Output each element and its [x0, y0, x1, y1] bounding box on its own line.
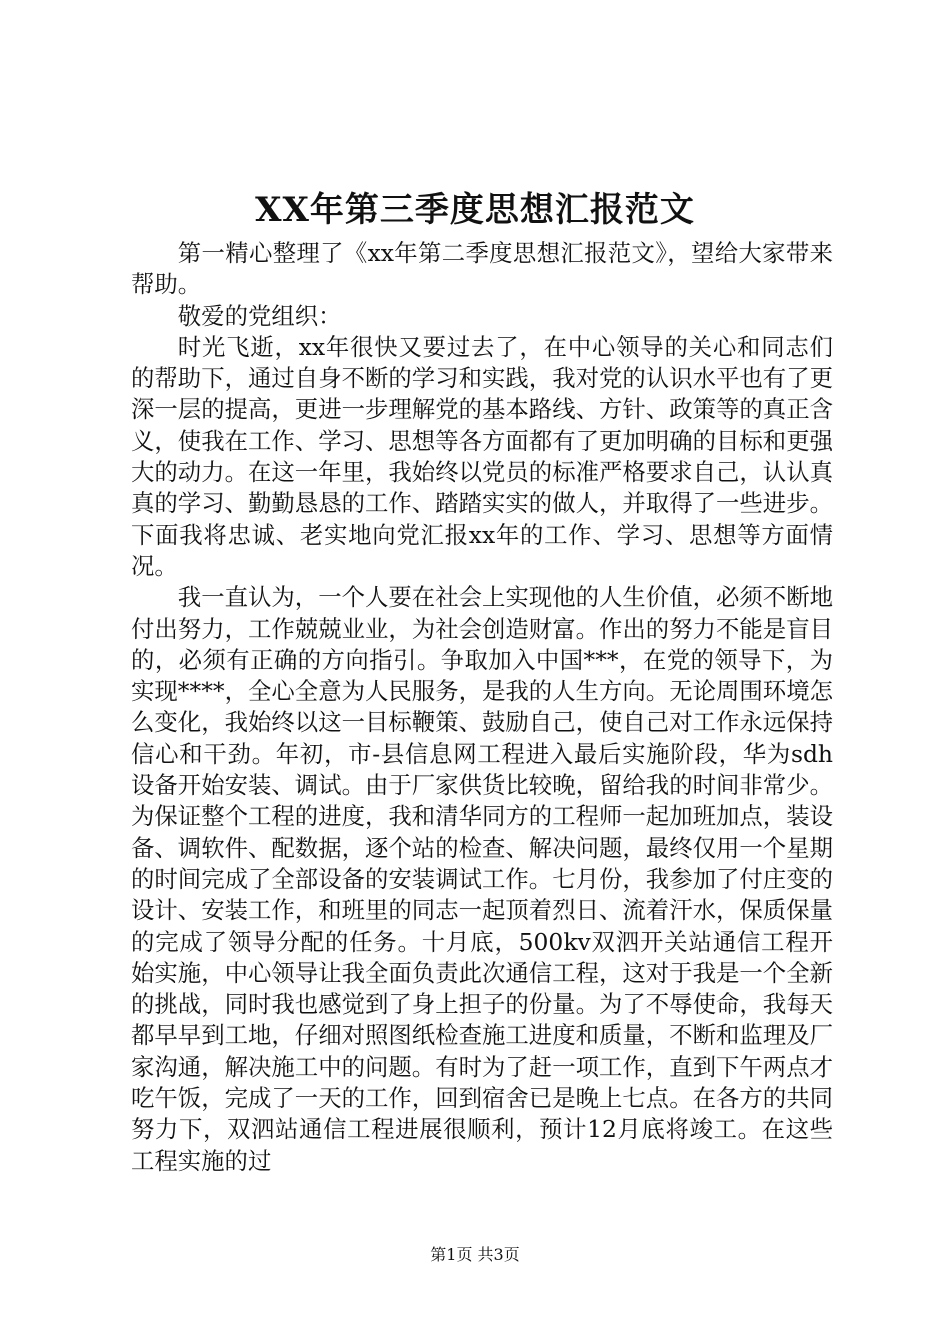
salutation: 敬爱的党组织：: [177, 301, 342, 330]
body-paragraph: 我一直认为，一个人要在社会上实现他的人生价值，必须不断地付出努力，工作兢兢业业，为社会创造财富。作出的努力不能是盲目的，必须有正确的方向指引。争取加入中国***，在党的领导下，为实现****，全心全意为人民服务，是我的人生方向。无论周围环境怎么变化，我始终以这一目标鞭策、鼓励自己，使自己对工作永远保持信心和干劲。年初，市-县信息网工程进入最后实施阶段，华为sdh设备开始安装、调试。由于厂家供货比较晚，留给我的时间非常少。为保证整个工程的进度，我和清华同方的工程师一起加班加点，装设备、调软件、配数据，逐个站的检查、解决问题，最终仅用一个星期的时间完成了全部设备的安装调试工作。七月份，我参加了付庄变的设计、安装工作，和班里的同志一起顶着烈日、流着汗水，保质保量的完成了领导分配的任务。十月底，500kv双泗开关站通信工程开始实施，中心领导让我全面负责此次通信工程，这对于我是一个全新的挑战，同时我也感觉到了身上担子的份量。为了不辱使命，我每天都早早到工地，仔细对照图纸检查施工进度和质量，不断和监理及厂家沟通，解决施工中的问题。有时为了赶一项工作，直到下午两点才吃午饭，完成了一天的工作，回到宿舍已是晚上七点。在各方的共同努力下，双泗站通信工程进展很顺利，预计12月底将竣工。在这些工程实施的过: [131, 583, 833, 1175]
page-number-footer: 第1页 共3页: [430, 1245, 520, 1264]
body-paragraph: 时光飞逝，xx年很快又要过去了，在中心领导的关心和同志们的帮助下，通过自身不断的学习和实践，我对党的认识水平也有了更深一层的提高，更进一步理解党的基本路线、方针、政策等的真正含义，使我在工作、学习、思想等各方面都有了更加明确的目标和更强大的动力。在这一年里，我始终以党员的标准严格要求自己，认认真真的学习、勤勤恳恳的工作、踏踏实实的做人，并取得了一些进步。下面我将忠诚、老实地向党汇报xx年的工作、学习、思想等方面情况。: [131, 332, 833, 580]
document-title: XX年第三季度思想汇报范文: [255, 190, 695, 230]
document-body: [131, 238, 833, 1177]
intro-paragraph: 第一精心整理了《xx年第二季度思想汇报范文》，望给大家带来帮助。: [131, 239, 833, 299]
